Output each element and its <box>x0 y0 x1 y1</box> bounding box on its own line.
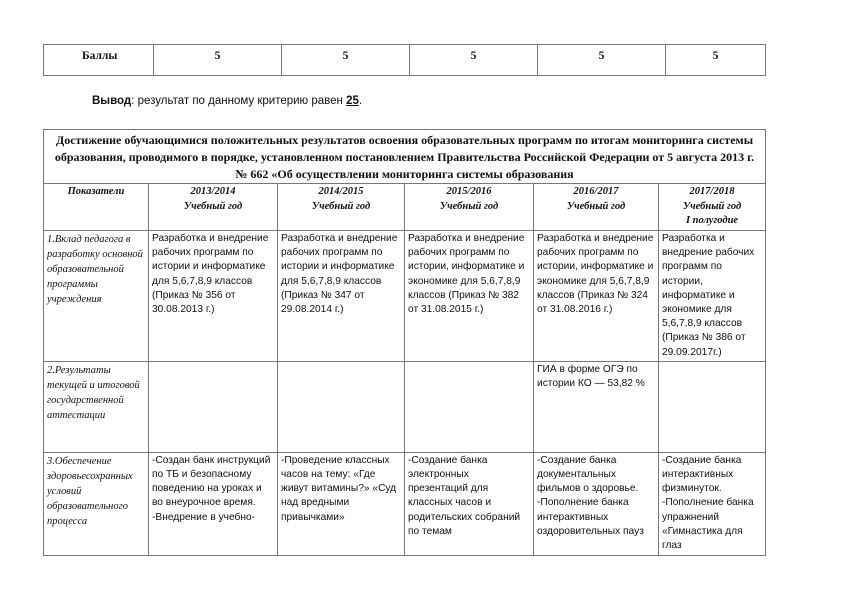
header-year: 2015/2016 Учебный год <box>405 184 534 231</box>
title-row <box>44 130 766 184</box>
scores-row <box>44 45 766 76</box>
indicator-cell: 1.Вклад педагога в разработку основной образовательной программы учреждения <box>44 231 149 362</box>
table-row <box>44 452 766 555</box>
table-cell: -Создание банка электронных презентаций для классных часов и родительских собраний по темам <box>405 452 534 555</box>
header-year: 2013/2014 Учебный год <box>149 184 278 231</box>
conclusion-line <box>92 95 362 107</box>
header-year: 2016/2017 Учебный год <box>534 184 659 231</box>
table-cell: Разработка и внедрение рабочих программ по истории, информатике и экономике для 5,6,7,8,9 классов (Приказ № 382 от 31.08.2015 г.) <box>405 231 534 362</box>
table-cell <box>278 361 405 452</box>
table-cell: Разработка и внедрение рабочих программ по истории и информатике для 5,6,7,8,9 классов (Приказ № 347 от 29.08.2014 г.) <box>278 231 405 362</box>
score-value: 5 <box>154 45 282 76</box>
header-indicators: Показатели <box>44 184 149 231</box>
scores-label: Баллы <box>44 45 154 76</box>
indicator-cell: 3.Обеспечение здоровьесохранных условий образовательного процесса <box>44 452 149 555</box>
header-year: 2017/2018 Учебный год I полугодие <box>659 184 766 231</box>
table-title: Достижение обучающимися положительных результатов освоения образовательных программ по итогам мониторинга системы образования, проводимого в порядке, установленном постановлением Правительства Российской Федерации от 5 августа 2013 г. № 662 «Об осуществлении мониторинга системы образования <box>44 130 766 184</box>
conclusion-value: 25 <box>346 95 359 107</box>
table-cell: ГИА в форме ОГЭ по истории КО — 53,82 % <box>534 361 659 452</box>
score-value: 5 <box>282 45 410 76</box>
indicator-cell: 2.Результаты текущей и итоговой государственной аттестации <box>44 361 149 452</box>
table-cell: -Создан банк инструкций по ТБ и безопасному поведению на уроках и во внеурочное время. -Внедрение в учебно- <box>149 452 278 555</box>
table-cell <box>149 361 278 452</box>
table-cell <box>405 361 534 452</box>
table-cell: -Создание банка документальных фильмов о здоровье. -Пополнение банка интерактивных оздоровительных пауз <box>534 452 659 555</box>
table-cell: -Создание банка интерактивных физминуток. -Пополнение банка упражнений «Гимнастика для глаз <box>659 452 766 555</box>
table-row <box>44 231 766 362</box>
table-cell: -Проведение классных часов на тему: «Где живут витамины?» «Суд над вредными привычками» <box>278 452 405 555</box>
table-cell: Разработка и внедрение рабочих программ по истории, информатике и экономике для 5,6,7,8,9 классов (Приказ № 386 от 29.09.2017г.) <box>659 231 766 362</box>
monitoring-table <box>43 129 766 556</box>
table-cell: Разработка и внедрение рабочих программ по истории и информатике для 5,6,7,8,9 классов (Приказ № 356 от 30.08.2013 г.) <box>149 231 278 362</box>
table-row <box>44 361 766 452</box>
score-value: 5 <box>666 45 766 76</box>
header-year: 2014/2015 Учебный год <box>278 184 405 231</box>
header-row <box>44 184 766 231</box>
table-cell: Разработка и внедрение рабочих программ по истории, информатике и экономике для 5,6,7,8,9 классов (Приказ № 324 от 31.08.2016 г.) <box>534 231 659 362</box>
score-value: 5 <box>410 45 538 76</box>
score-value: 5 <box>538 45 666 76</box>
table-cell <box>659 361 766 452</box>
scores-table <box>43 44 766 76</box>
conclusion-text: : результат по данному критерию равен <box>131 95 347 107</box>
conclusion-prefix: Вывод <box>92 95 132 107</box>
conclusion-suffix: . <box>358 95 363 107</box>
